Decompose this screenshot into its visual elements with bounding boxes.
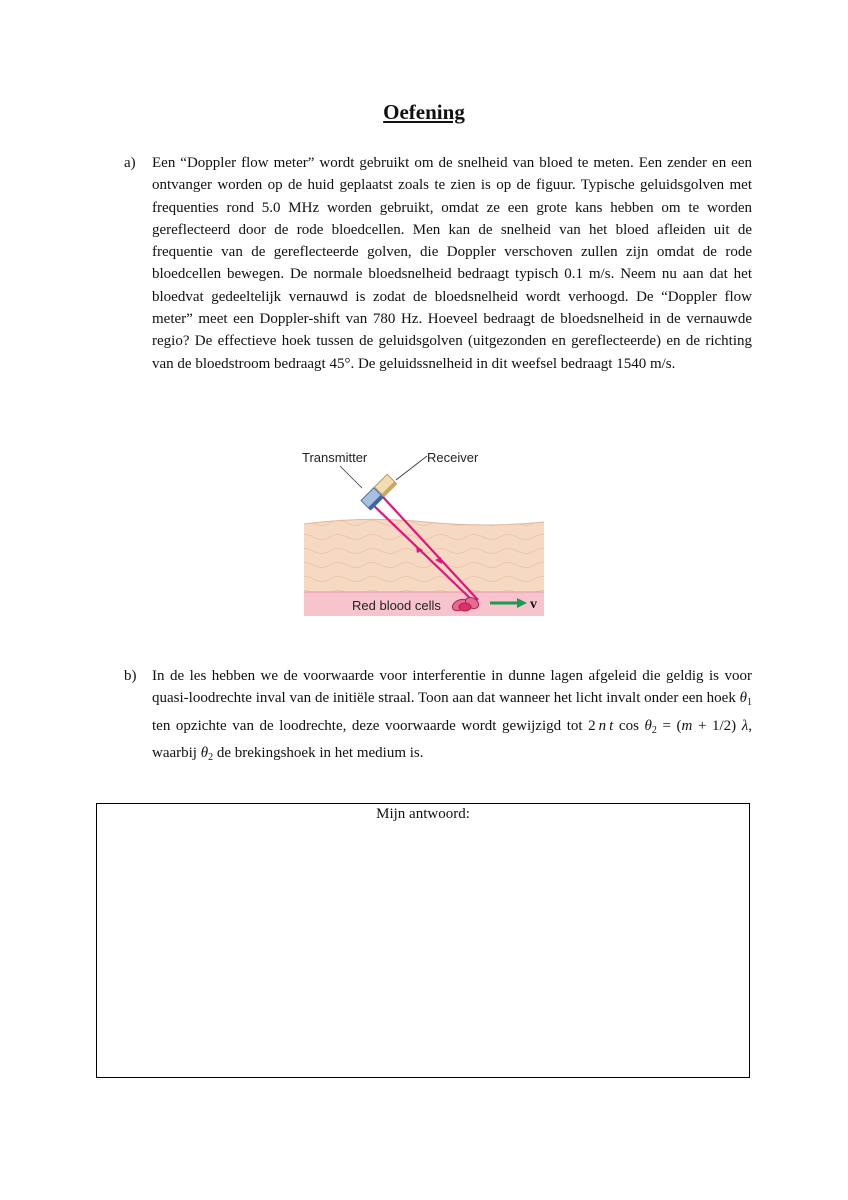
question-a-text: Een “Doppler flow meter” wordt gebruikt om de snelheid van bloed te meten. Een zender en een ontvanger worden op de huid geplaatst zoals te zien is op de figuur. Typische geluidsgolven met frequenties rond 5.0 MHz worden gebruikt, omdat ze een grote kans hebben om te worden gereflecteerd door de rode bloedcellen. Men kan de snelheid van het bloed afleiden uit de frequentie van de gereflecteerde golven, die Doppler verschoven zullen zijn omdat de rode bloedcellen bewegen. De normale bloedsnelheid bedraagt typisch 0.1 m/s. Neem nu aan dat het bloedvat gedeeltelijk vernauwd is zodat de bloedsnelheid wordt verhoogd. De “Doppler flow meter” meet een Doppler-shift van 780 Hz. Hoeveel bedraagt de bloedsnelheid in de vernauwde regio? De effectieve hoek tussen de geluidsgolven (uitgezonden en gereflecteerde) en de richting van de bloedstroom bedraagt 45°. De geluidssnelheid in dit weefsel bedraagt 1540 m/s.	[152, 155, 752, 372]
receiver-label: Receiver	[427, 450, 479, 465]
velocity-symbol: v⃗	[530, 597, 548, 612]
transmitter-label: Transmitter	[302, 450, 368, 465]
page-title: Oefening	[383, 100, 465, 124]
transmitter-leader	[340, 466, 362, 488]
answer-label: Mijn antwoord:	[376, 806, 470, 822]
question-a	[124, 152, 752, 375]
question-b-text: In de les hebben we de voorwaarde voor interferentie in dunne lagen afgeleid die geldig is voor quasi-loodrechte inval van de initiële straal. Toon aan dat wanneer het licht invalt onder een hoek $\theta_1$ ten opzichte van de loodrechte, deze voorwaarde wordt gewijzigd tot 2 n t $\cos \theta_2 = (m + 1/2)$ λ, waarbij $\theta_2$ de brekingshoek in het medium is.	[152, 668, 753, 763]
answer-box[interactable]	[96, 803, 750, 1078]
question-a-label: a)	[124, 155, 136, 171]
cells-label: Red blood cells	[352, 598, 441, 613]
doppler-flow-figure	[296, 446, 552, 618]
question-b	[124, 665, 752, 769]
question-b-label: b)	[124, 668, 137, 684]
receiver-leader	[396, 456, 427, 480]
